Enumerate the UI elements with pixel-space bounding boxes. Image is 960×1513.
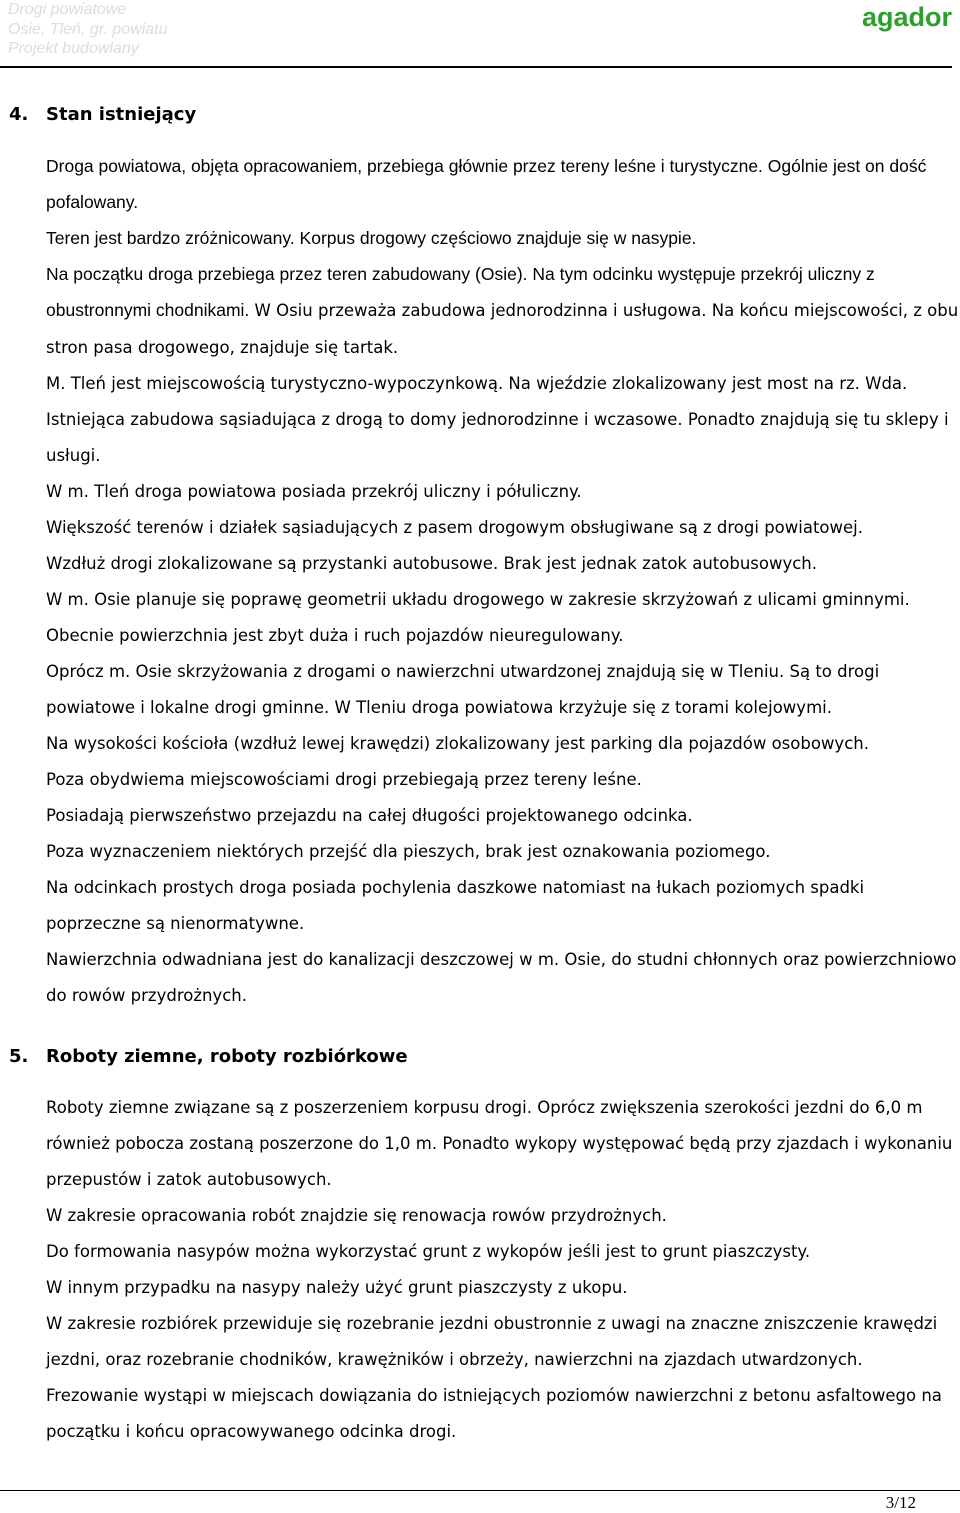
paragraph-text: Droga powiatowa, objęta opracowaniem, przebiega głównie przez tereny leśne i turystyczne. Ogólnie jest on dość pofalowany. [46,156,927,212]
paragraph-text: W Osiu przeważa zabudowa jednorodzinna i usługowa. Na końcu miejscowości, z obu stron pasa drogowego, znajduje się tartak. [46,301,959,357]
paragraph: Do formowania nasypów można wykorzystać grunt z wykopów jeśli jest to grunt piaszczysty. [46,1242,811,1261]
section-5-body [46,1090,960,1450]
company-logo: agador [861,2,952,32]
paragraph: Wzdłuż drogi zlokalizowane są przystanki autobusowe. Brak jest jednak zatok autobusowych. [46,554,818,573]
paragraph: W zakresie rozbiórek przewiduje się rozebranie jezdni obustronnie z uwagi na znaczne zniszczenie krawędzi jezdni, oraz rozebranie chodników, krawężników i obrzeży, nawierzchni na zjazdach utwardzonych. [46,1314,938,1369]
header-divider [0,66,952,68]
paragraph: Nawierzchnia odwadniana jest do kanalizacji deszczowej w m. Osie, do studni chłonnych oraz powierzchniowo do rowów przydrożnych. [46,950,957,1005]
section-5-heading [9,1046,408,1067]
section-4-title: Stan istniejący [46,104,197,125]
section-5-number: 5. [9,1046,29,1067]
section-4-heading [9,104,196,125]
paragraph: Frezowanie wystąpi w miejscach dowiązania do istniejących poziomów nawierzchni z betonu asfaltowego na początku i końcu opracowywanego odcinka drogi. [46,1386,942,1441]
header-info [8,0,167,59]
paragraph: W m. Osie planuje się poprawę geometrii układu drogowego w zakresie skrzyżowań z ulicami gminnymi. Obecnie powierzchnia jest zbyt duża i ruch pojazdów nieuregulowany. [46,590,910,645]
paragraph-text: Teren jest bardzo zróżnicowany. Korpus drogowy częściowo znajduje się w nasypie. [46,228,697,248]
section-4-body [46,148,960,1014]
page-number: 3/12 [885,1493,916,1512]
header-project-name: Drogi powiatowe [8,1,127,18]
paragraph: Roboty ziemne związane są z poszerzeniem korpusu drogi. Oprócz zwiększenia szerokości jezdni do 6,0 m również pobocza zostaną poszerzone do 1,0 m. Ponadto wykopy występować będą przy zjazdach i wykonaniu przepustów i zatok autobusowych. [46,1098,953,1189]
section-5-title: Roboty ziemne, roboty rozbiórkowe [46,1046,408,1067]
section-4-number: 4. [9,104,29,125]
page-header [8,0,952,62]
paragraph: Poza wyznaczeniem niektórych przejść dla pieszych, brak jest oznakowania poziomego. [46,842,771,861]
paragraph-text: Na początku droga przebiega przez teren zabudowany (Osie). Na tym odcinku występuje przekrój uliczny z obustronnymi chodnikami. [46,264,875,320]
paragraph: Posiadają pierwszeństwo przejazdu na całej długości projektowanego odcinka. [46,806,693,825]
paragraph: W innym przypadku na nasypy należy użyć grunt piaszczysty z ukopu. [46,1278,628,1297]
paragraph [46,148,960,366]
paragraph: Na odcinkach prostych droga posiada pochylenia daszkowe natomiast na łukach poziomych spadki poprzeczne są nienormatywne. [46,878,865,933]
paragraph: Większość terenów i działek sąsiadujących z pasem drogowym obsługiwane są z drogi powiatowej. [46,518,863,537]
footer-divider [0,1490,960,1491]
paragraph: W m. Tleń droga powiatowa posiada przekrój uliczny i półuliczny. [46,482,582,501]
paragraph: Poza obydwiema miejscowościami drogi przebiegają przez tereny leśne. [46,770,642,789]
paragraph: Na wysokości kościoła (wzdłuż lewej krawędzi) zlokalizowany jest parking dla pojazdów osobowych. [46,734,869,753]
header-location: Osie, Tleń, gr. powiatu [8,20,168,38]
paragraph: M. Tleń jest miejscowością turystyczno-wypoczynkową. Na wjeździe zlokalizowany jest most na rz. Wda. Istniejąca zabudowa sąsiadująca z drogą to domy jednorodzinne i wczasowe. Ponadto znajdują się tu sklepy i usługi. [46,374,949,465]
header-document-type: Projekt budowlany [8,40,139,57]
paragraph: Oprócz m. Osie skrzyżowania z drogami o nawierzchni utwardzonej znajdują się w Tleniu. Są to drogi powiatowe i lokalne drogi gminne. W Tleniu droga powiatowa krzyżuje się z torami kolejowymi. [46,662,880,717]
paragraph: W zakresie opracowania robót znajdzie się renowacja rowów przydrożnych. [46,1206,667,1225]
